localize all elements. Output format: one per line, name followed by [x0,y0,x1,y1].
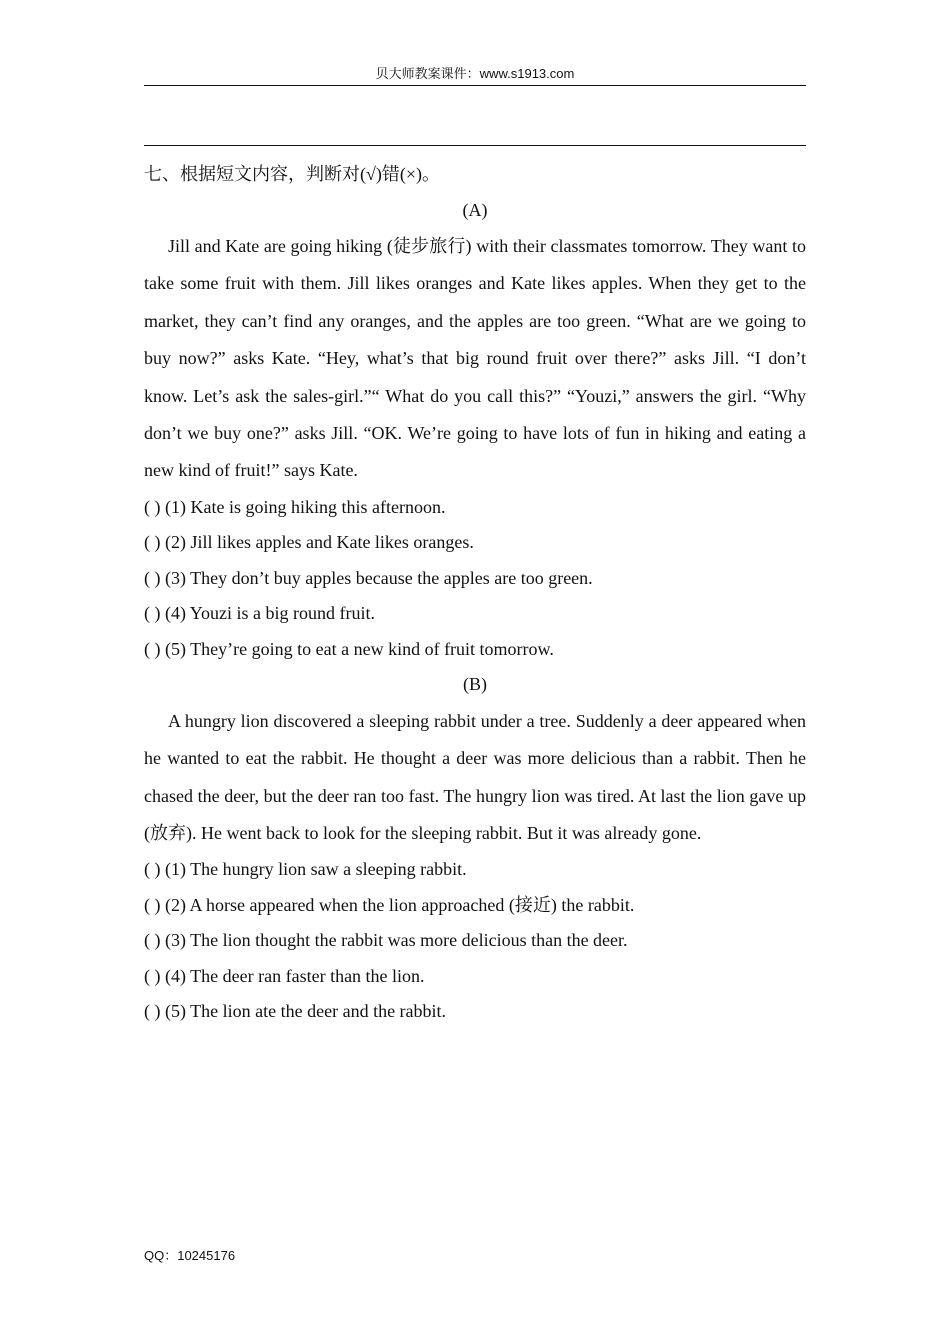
passage-b-question-4: ( ) (4) The deer ran faster than the lion. [144,965,425,986]
passage-b-question-3: ( ) (3) The lion thought the rabbit was more delicious than the deer. [144,930,628,951]
passage-b-question-1: ( ) (1) The hungry lion saw a sleeping rabbit. [144,859,467,880]
passage-a-question-2: ( ) (2) Jill likes apples and Kate likes oranges. [144,532,474,553]
exercise-content [144,157,806,1030]
passage-b-text: A hungry lion discovered a sleeping rabbit under a tree. Suddenly a deer appeared when he wanted to eat the rabbit. He thought a deer was more delicious than a rabbit. Then he chased the deer, but the deer ran too fast. The hungry lion was tired. At last the lion gave up (放弃). He went back to look for the sleeping rabbit. But it was already gone. [144,710,806,844]
section-title: 七、根据短文内容，判断对(√)错(×)。 [144,164,441,184]
passage-a-question-1: ( ) (1) Kate is going hiking this afternoon. [144,496,446,517]
passage-a-question-5: ( ) (5) They’re going to eat a new kind of fruit tomorrow. [144,638,554,659]
passage-b-question-2: ( ) (2) A horse appeared when the lion approached (接近) the rabbit. [144,894,635,915]
page-footer: QQ：10245176 [144,1248,236,1263]
answer-line [144,145,806,146]
passage-a-question-4: ( ) (4) Youzi is a big round fruit. [144,603,375,624]
passage-b-question-5: ( ) (5) The lion ate the deer and the rabbit. [144,1001,447,1022]
page-header: 贝大师教案课件：www.s1913.com [375,66,575,81]
passage-a-label: (A) [462,199,488,220]
passage-a-text: Jill and Kate are going hiking (徒步旅行) with their classmates tomorrow. They want to take some fruit with them. Jill likes oranges and Kate likes apples. When they get to the market, they can’t find any oranges, and the apples are too green. “What are we going to buy now?” asks Kate. “Hey, what’s that big round fruit over there?” asks Jill. “I don’t know. Let’s ask the sales-girl.”“ What do you call this?” “Youzi,” answers the girl. “Why don’t we buy one?” asks Jill. “OK. We’re going to have lots of fun in hiking and eating a new kind of fruit!” says Kate. [144,236,806,481]
passage-b-label: (B) [463,674,487,695]
header-divider [144,85,806,86]
passage-a-question-3: ( ) (3) They don’t buy apples because the apples are too green. [144,567,593,588]
